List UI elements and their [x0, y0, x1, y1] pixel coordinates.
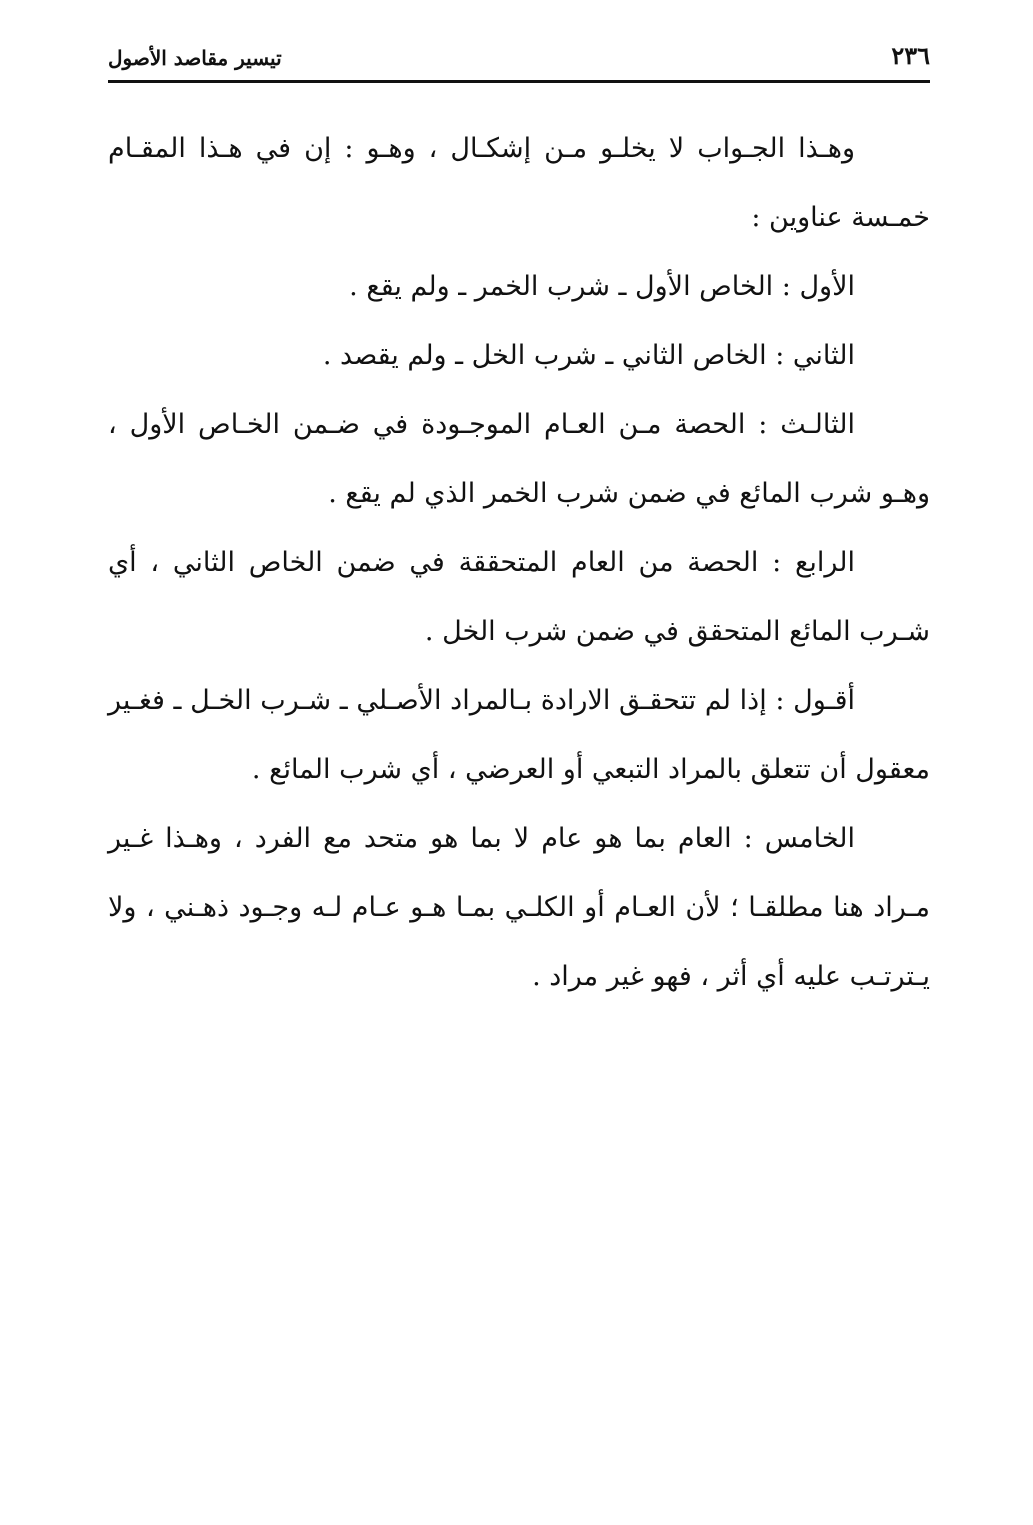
paragraph-fourth-title: الرابع : الحصة من العام المتحققة في ضمن الخاص الثاني ، أي شـرب المائع المتحقق في ضمن شرب الخل .: [108, 547, 930, 647]
paragraph-third-title: الثالـث : الحصة مـن العـام الموجـودة في ضـمن الخـاص الأول ، وهـو شرب المائع في ضمن شرب الخمر الذي لم يقع .: [108, 409, 930, 509]
page-number: ٢٣٦: [891, 41, 930, 70]
running-title: تيسير مقاصد الأصول: [108, 46, 282, 70]
paragraph-first-title: الأول : الخاص الأول ـ شرب الخمر ـ ولم يقع .: [349, 271, 855, 302]
paragraph-intro: وهـذا الجـواب لا يخلـو مـن إشكـال ، وهـو : إن في هـذا المقـام خمـسة عناوين :: [108, 133, 930, 233]
paragraph-comment: أقـول : إذا لم تتحقـق الارادة بـالمراد الأصـلي ـ شـرب الخـل ـ فغـير معقول أن تتعلق بالمراد التبعي أو العرضي ، أي شرب المائع .: [108, 685, 930, 785]
paragraph-fifth-title: الخامس : العام بما هو عام لا بما هو متحد مع الفرد ، وهـذا غـير مـراد هنا مطلقـا ؛ لأن العـام أو الكلـي بمـا هـو عـام لـه وجـود ذهـني ، ولا يـترتـب عليه أي أثر ، فهو غير مراد .: [108, 823, 930, 992]
header-rule: [108, 80, 930, 83]
page-header: [108, 34, 930, 80]
paragraph-second-title: الثاني : الخاص الثاني ـ شرب الخل ـ ولم يقصد .: [322, 340, 855, 371]
body-text: [108, 114, 930, 1011]
